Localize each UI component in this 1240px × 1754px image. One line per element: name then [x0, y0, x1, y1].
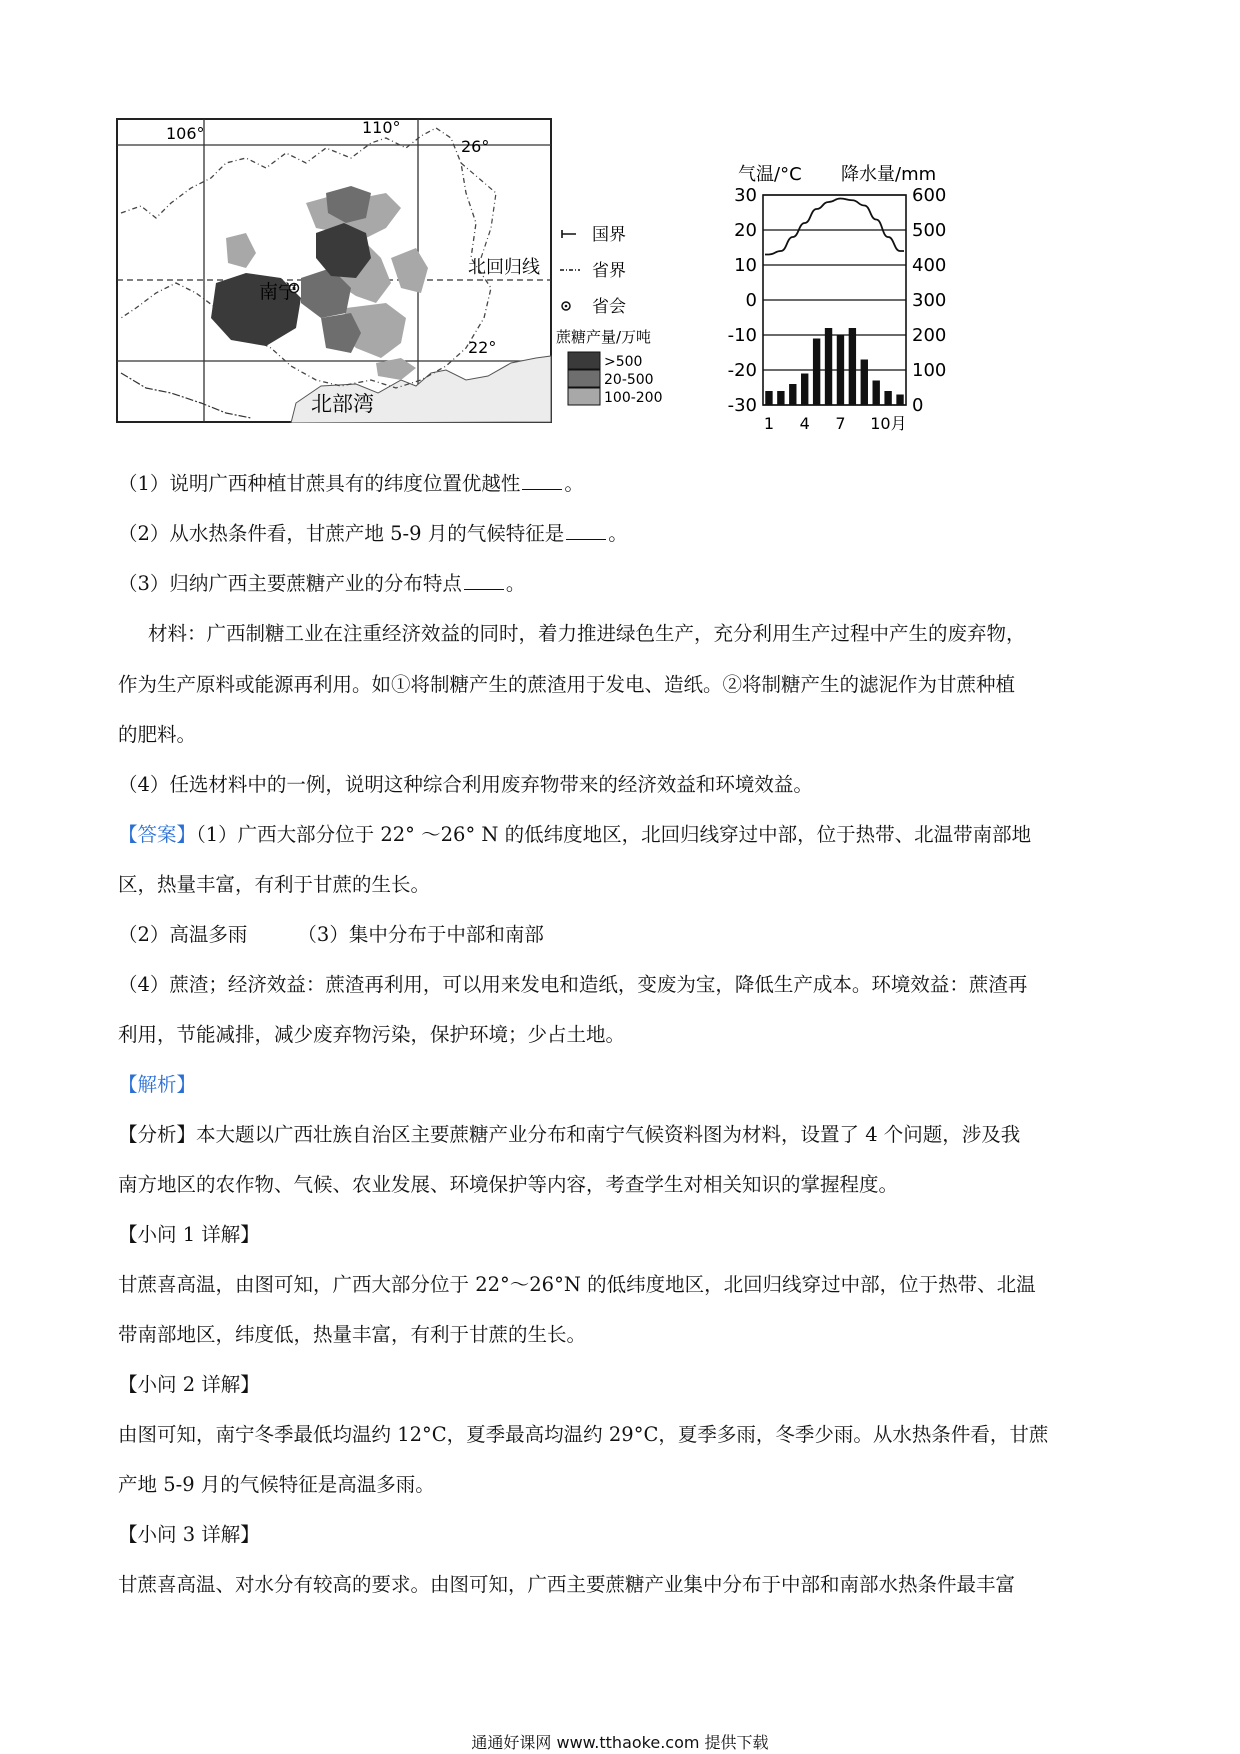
material-line-1: 材料：广西制糖工业在注重经济效益的同时，着力推进绿色生产，充分利用生产过程中产生的废弃物，: [148, 622, 1026, 645]
precip-bar: [884, 391, 891, 405]
answer-blank-3[interactable]: [464, 571, 504, 590]
tropic-label: 北回归线: [468, 257, 540, 278]
precip-bar: [873, 381, 880, 406]
question-4: （4）任选材料中的一例，说明这种综合利用废弃物带来的经济效益和环境效益。: [118, 773, 813, 796]
precip-bar: [837, 335, 844, 405]
legend-class-mid: 20-500: [604, 372, 654, 388]
precip-bars: [765, 328, 903, 405]
precip-bar: [825, 328, 832, 405]
climate-svg: [728, 160, 978, 440]
precip-bar: [861, 360, 868, 406]
precip-bar: [765, 391, 772, 405]
temp-tick-label: -30: [728, 395, 757, 416]
answer-1-line-2: 区，热量丰富，有利于甘蔗的生长。: [118, 873, 431, 896]
sub-question-3-heading: 【小问 3 详解】: [118, 1523, 260, 1546]
map-svg: [116, 118, 552, 423]
temp-curve: [765, 199, 904, 255]
precip-bar: [789, 384, 796, 405]
legend-capital: 省会: [592, 297, 626, 317]
capital-label: 南宁: [259, 281, 298, 303]
lon-106-label: 106°: [166, 124, 205, 143]
national-border-icon: [562, 230, 576, 238]
detail-3-line-1: 甘蔗喜高温、对水分有较高的要求。由图可知，广西主要蔗糖产业集中分布于中部和南部水热条件最丰富: [118, 1573, 1016, 1596]
answer-2: （2）高温多雨: [118, 923, 248, 946]
answer-3: （3）集中分布于中部和南部: [297, 923, 544, 946]
answer-4-line-2: 利用，节能减排，减少废弃物污染，保护环境；少占土地。: [118, 1023, 626, 1046]
precip-tick-label: 400: [912, 255, 947, 276]
map-legend: [556, 218, 686, 418]
temp-tick-label: 10: [734, 255, 757, 276]
answer-line-1: [118, 809, 1128, 860]
precip-tick-label: 300: [912, 290, 947, 311]
legend-class-high: >500: [604, 354, 643, 370]
lon-110-label: 110°: [362, 118, 401, 137]
temp-tick-label: -10: [728, 325, 757, 346]
precip-tick-label: 500: [912, 220, 947, 241]
month-label: 4: [799, 414, 810, 433]
material-line-2: 作为生产原料或能源再利用。如①将制糖产生的蔗渣用于发电、造纸。②将制糖产生的滤泥作为甘蔗种植: [118, 673, 1016, 696]
precip-tick-label: 600: [912, 185, 947, 206]
precip-tick-label: 200: [912, 325, 947, 346]
temp-axis-title: 气温/°C: [738, 164, 802, 185]
precip-bar: [777, 391, 784, 405]
month-label: 10月: [870, 414, 907, 433]
temp-tick-label: 20: [734, 220, 757, 241]
question-3: [118, 558, 1128, 609]
sub-question-2-heading: 【小问 2 详解】: [118, 1373, 260, 1396]
precip-bar: [813, 339, 820, 406]
sub-question-1-heading: 【小问 1 详解】: [118, 1223, 260, 1246]
nanning-climate-chart: [728, 160, 978, 440]
question-3-text: （3）归纳广西主要蔗糖产业的分布特点: [118, 572, 462, 595]
precip-bar: [849, 328, 856, 405]
question-2: [118, 508, 1128, 559]
answer-blank-2[interactable]: [566, 521, 606, 540]
temp-tick-label: -20: [728, 360, 757, 381]
temp-tick-label: 0: [745, 290, 757, 311]
temp-tick-label: 30: [734, 185, 757, 206]
month-label: 1: [763, 414, 775, 433]
question-3-end: 。: [505, 572, 526, 595]
lat-26-label: 26°: [461, 137, 490, 156]
precip-axis-title: 降水量/mm: [841, 164, 937, 185]
legend-swatch-high: [568, 352, 600, 369]
detail-2-line-1: 由图可知，南宁冬季最低均温约 12°C，夏季最高均温约 29°C，夏季多雨，冬季少雨。从水热条件看，甘蔗: [118, 1423, 1049, 1446]
question-1: [118, 458, 1128, 509]
legend-province-border: 省界: [592, 261, 626, 281]
legend-national-border: 国界: [592, 225, 626, 245]
question-2-text: （2）从水热条件看，甘蔗产地 5-9 月的气候特征是: [118, 522, 565, 545]
precip-bar: [801, 374, 808, 406]
material-line-3: 的肥料。: [118, 723, 197, 746]
detail-2-line-2: 产地 5-9 月的气候特征是高温多雨。: [118, 1473, 435, 1496]
month-label: 7: [835, 414, 846, 433]
question-1-end: 。: [564, 472, 584, 495]
detail-1-line-1: 甘蔗喜高温，由图可知，广西大部分位于 22°～26°N 的低纬度地区，北回归线穿过中部，位于热带、北温: [118, 1273, 1036, 1296]
gulf-label: 北部湾: [311, 392, 374, 416]
legend-svg: [556, 218, 686, 418]
answer-blank-1[interactable]: [522, 471, 562, 490]
analysis-line-2: 南方地区的农作物、气候、农业发展、环境保护等内容，考查学生对相关知识的掌握程度。: [118, 1173, 899, 1196]
legend-swatch-low: [568, 388, 600, 405]
answer-4-line-1: （4）蔗渣；经济效益：蔗渣再利用，可以用来发电和造纸，变废为宝，降低生产成本。环境效益：蔗渣再: [118, 973, 1028, 996]
legend-swatch-mid: [568, 370, 600, 387]
precip-tick-label: 100: [912, 360, 947, 381]
legend-class-low: 100-200: [604, 390, 663, 406]
legend-title: 蔗糖产量/万吨: [556, 328, 652, 346]
sugar-industry-map: [116, 118, 552, 423]
detail-1-line-2: 带南部地区，纬度低，热量丰富，有利于甘蔗的生长。: [118, 1323, 587, 1346]
lat-22-label: 22°: [468, 338, 497, 357]
precip-tick-label: 0: [912, 395, 924, 416]
answer-2-3: [118, 909, 1128, 960]
answer-tag: 【答案】: [118, 823, 197, 846]
question-2-end: 。: [608, 522, 628, 545]
precip-bar: [896, 395, 903, 406]
analysis-line-1: 【分析】本大题以广西壮族自治区主要蔗糖产业分布和南宁气候资料图为材料，设置了 4 个问题，涉及我: [118, 1123, 1021, 1146]
analysis-tag: 【解析】: [118, 1073, 197, 1096]
question-1-text: （1）说明广西种植甘蔗具有的纬度位置优越性: [118, 472, 521, 495]
page-footer: 通通好课网 www.tthaoke.com 提供下载: [471, 1733, 769, 1752]
answer-1-line-1: （1）广西大部分位于 22° ～26° N 的低纬度地区，北回归线穿过中部，位于热带、北温带南部地: [196, 823, 1032, 846]
